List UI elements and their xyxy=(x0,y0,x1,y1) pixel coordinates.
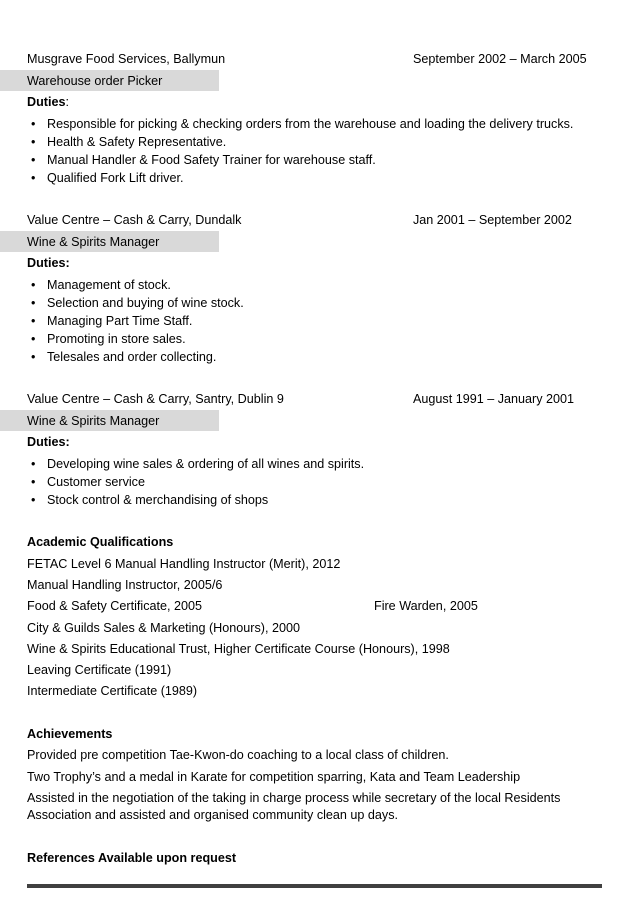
job-3-duty: Stock control & merchandising of shops xyxy=(47,493,269,507)
academic-heading: Academic Qualifications xyxy=(27,535,174,549)
job-2-duty: Managing Part Time Staff. xyxy=(47,314,193,328)
job-1-duties-heading xyxy=(27,94,69,110)
job-2-duty: Selection and buying of wine stock. xyxy=(47,296,244,310)
job-1-duty: Manual Handler & Food Safety Trainer for warehouse staff. xyxy=(47,153,376,167)
bullet-icon: • xyxy=(31,296,36,310)
job-2-duties-heading xyxy=(27,255,70,271)
job-3-duties-heading xyxy=(27,434,70,450)
job-3-employer: Value Centre – Cash & Carry, Santry, Dublin 9 xyxy=(27,392,284,406)
achievement-item: Two Trophy’s and a medal in Karate for competition sparring, Kata and Team Leadership xyxy=(27,770,521,784)
job-1-role: Warehouse order Picker xyxy=(27,74,163,88)
qualification-item: Manual Handling Instructor, 2005/6 xyxy=(27,578,223,592)
job-1-duties-label: Duties xyxy=(27,95,66,109)
job-1-duty: Qualified Fork Lift driver. xyxy=(47,171,184,185)
references-note: References Available upon request xyxy=(27,851,237,865)
bullet-icon: • xyxy=(31,278,36,292)
bullet-icon: • xyxy=(31,493,36,507)
job-1-duties-colon: : xyxy=(65,95,69,109)
bullet-icon: • xyxy=(31,171,36,185)
job-1-duty: Responsible for picking & checking orders from the warehouse and loading the delivery trucks. xyxy=(47,117,574,131)
bullet-icon: • xyxy=(31,117,36,131)
qualification-item: Leaving Certificate (1991) xyxy=(27,663,172,677)
job-2-role-band xyxy=(0,231,219,252)
job-2-duty: Promoting in store sales. xyxy=(47,332,186,346)
job-2-dates: Jan 2001 – September 2002 xyxy=(413,213,572,227)
bullet-icon: • xyxy=(31,475,36,489)
job-3-dates: August 1991 – January 2001 xyxy=(413,392,575,406)
job-3-duty: Developing wine sales & ordering of all wines and spirits. xyxy=(47,457,365,471)
job-2-role: Wine & Spirits Manager xyxy=(27,235,160,249)
job-3-duty: Customer service xyxy=(47,475,145,489)
achievement-item: Provided pre competition Tae-Kwon-do coaching to a local class of children. xyxy=(27,748,449,762)
job-2-employer: Value Centre – Cash & Carry, Dundalk xyxy=(27,213,242,227)
qualification-item: Intermediate Certificate (1989) xyxy=(27,684,198,698)
bullet-icon: • xyxy=(31,314,36,328)
job-2-duty: Management of stock. xyxy=(47,278,171,292)
achievement-item: Assisted in the negotiation of the taking in charge process while secretary of the local Residents Association and assisted and organised community clean up days. xyxy=(27,791,561,822)
job-1-role-band xyxy=(0,70,219,91)
bullet-icon: • xyxy=(31,457,36,471)
bullet-icon: • xyxy=(31,153,36,167)
qualification-item: Food & Safety Certificate, 2005 xyxy=(27,599,203,613)
job-1-employer: Musgrave Food Services, Ballymun xyxy=(27,52,226,66)
job-3-role: Wine & Spirits Manager xyxy=(27,414,160,428)
job-1-dates: September 2002 – March 2005 xyxy=(413,52,587,66)
bullet-icon: • xyxy=(31,135,36,149)
job-1-duty: Health & Safety Representative. xyxy=(47,135,227,149)
qualification-item: City & Guilds Sales & Marketing (Honours), 2000 xyxy=(27,621,300,635)
qualification-side-item: Fire Warden, 2005 xyxy=(374,599,478,613)
job-2-duties-label: Duties: xyxy=(27,256,70,270)
footer-divider xyxy=(27,884,602,888)
job-2-duty: Telesales and order collecting. xyxy=(47,350,217,364)
bullet-icon: • xyxy=(31,332,36,346)
qualification-item: Wine & Spirits Educational Trust, Higher Certificate Course (Honours), 1998 xyxy=(27,642,450,656)
qualification-item: FETAC Level 6 Manual Handling Instructor (Merit), 2012 xyxy=(27,557,341,571)
job-3-duties-label: Duties: xyxy=(27,435,70,449)
bullet-icon: • xyxy=(31,350,36,364)
job-3-role-band xyxy=(0,410,219,431)
achievements-heading: Achievements xyxy=(27,727,113,741)
